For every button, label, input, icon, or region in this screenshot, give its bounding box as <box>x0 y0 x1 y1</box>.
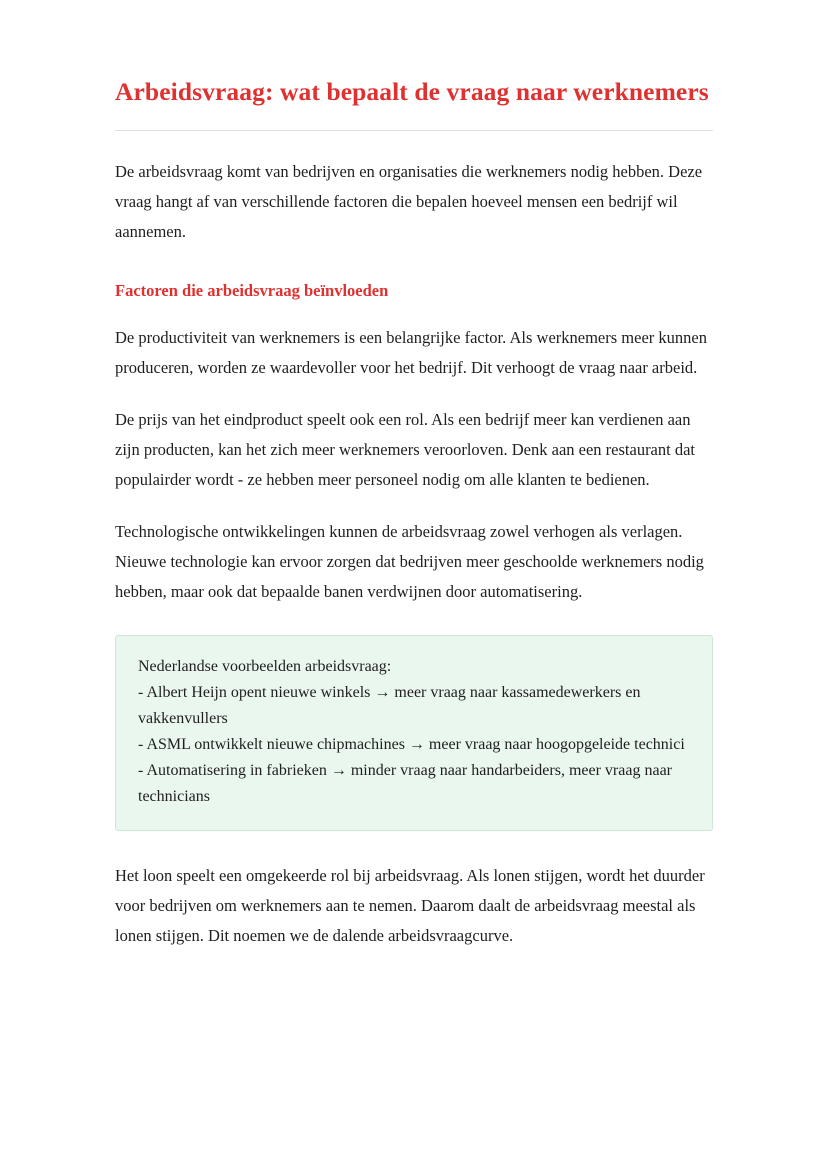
callout-line-item-3: - Automatisering in fabrieken → minder vraag naar handarbeiders, meer vraag naar technicians <box>138 762 672 805</box>
intro-paragraph: De arbeidsvraag komt van bedrijven en organisaties die werknemers nodig hebben. Deze vraag hangt af van verschillende factoren die bepalen hoeveel mensen een bedrijf wil aannemen. <box>115 162 703 241</box>
paragraph-loon: Het loon speelt een omgekeerde rol bij arbeidsvraag. Als lonen stijgen, wordt het duurder voor bedrijven om werknemers aan te nemen. Daarom daalt de arbeidsvraag meestal als lonen stijgen. Dit noemen we de dalende arbeidsvraagcurve. <box>115 866 705 945</box>
title-divider <box>115 130 713 131</box>
callout-line-title: Nederlandse voorbeelden arbeidsvraag: <box>138 658 392 675</box>
examples-callout <box>115 635 713 831</box>
callout-line-item-2: - ASML ontwikkelt nieuwe chipmachines → meer vraag naar hoogopgeleide technici <box>138 736 685 753</box>
paragraph-technologie: Technologische ontwikkelingen kunnen de arbeidsvraag zowel verhogen als verlagen. Nieuwe technologie kan ervoor zorgen dat bedrijven meer geschoolde werknemers nodig hebben, maar ook dat bepaalde banen verdwijnen door automatisering. <box>115 522 704 601</box>
page-title: Arbeidsvraag: wat bepaalt de vraag naar werknemers <box>115 77 709 106</box>
paragraph-prijs-eindproduct: De prijs van het eindproduct speelt ook een rol. Als een bedrijf meer kan verdienen aan zijn producten, kan het zich meer werknemers veroorloven. Denk aan een restaurant dat populairder wordt - ze hebben meer personeel nodig om alle klanten te bedienen. <box>115 410 695 489</box>
section-heading-factoren: Factoren die arbeidsvraag beïnvloeden <box>115 281 389 300</box>
callout-line-item-1: - Albert Heijn opent nieuwe winkels → meer vraag naar kassamedewerkers en vakkenvullers <box>138 684 641 727</box>
paragraph-productiviteit: De productiviteit van werknemers is een belangrijke factor. Als werknemers meer kunnen produceren, worden ze waardevoller voor het bedrijf. Dit verhoogt de vraag naar arbeid. <box>115 328 707 377</box>
bottom-spacer <box>115 973 713 1033</box>
